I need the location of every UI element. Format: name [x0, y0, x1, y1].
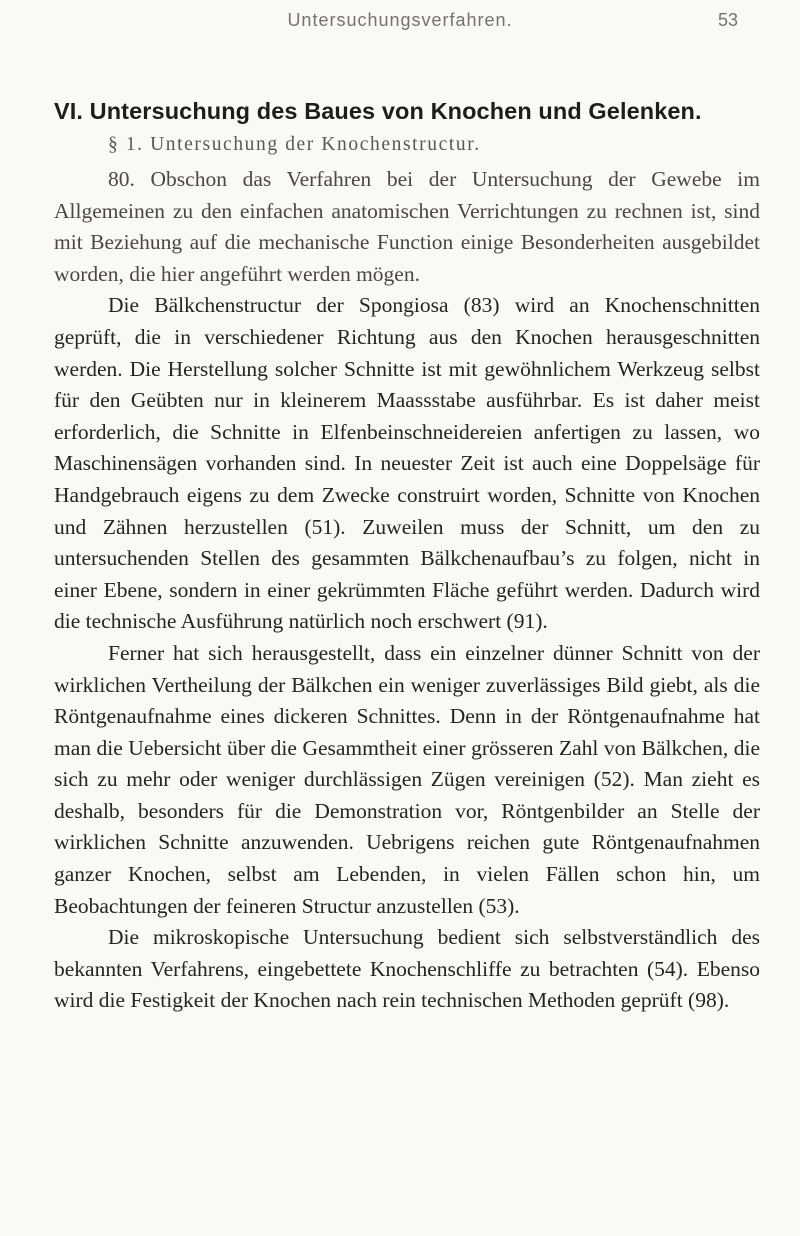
page-number: 53 [717, 10, 738, 30]
paragraph-microscopy: Die mikroskopische Untersuchung bedient sich selbstverständlich des bekannten Verfahrens, eingebettete Knochenschliffe zu betrachten (54). Ebenso wird die Festigkeit der Knochen nach rein technischen Methoden geprüft (98). [54, 925, 760, 1013]
paragraph-80: 80. Obschon das Verfahren bei der Untersuchung der Gewebe im Allgemeinen zu den einfachen anatomischen Verrichtungen zu rechnen ist, sind mit Beziehung auf die mechanische Function einige Besonderheiten ausgebildet worden, die hier angeführt werden mögen. [54, 167, 760, 286]
running-header [0, 6, 800, 36]
chapter-heading: VI. Untersuchung des Baues von Knochen und Gelenken. [54, 98, 702, 124]
section-heading: § 1. Untersuchung der Knochenstructur. [108, 134, 481, 155]
body-text [54, 164, 760, 1017]
running-title: Untersuchungsverfahren. [287, 10, 513, 30]
paragraph-roentgen: Ferner hat sich herausgestellt, dass ein einzelner dünner Schnitt von der wirklichen Vertheilung der Bälkchen ein weniger zuverlässiges Bild giebt, als die Röntgenaufnahme eines dickeren Schnittes. Denn in der Röntgenaufnahme hat man die Uebersicht über die Gesammtheit einer grösseren Zahl von Bälkchen, die sich zu mehr oder weniger durchlässigen Zügen vereinigen (52). Man zieht es deshalb, besonders für die Demonstration vor, Röntgenbilder an Stelle der wirklichen Schnitte anzuwenden. Uebrigens reichen gute Röntgenaufnahmen ganzer Knochen, selbst am Lebenden, in vielen Fällen schon hin, um Beobachtungen der feineren Structur anzustellen (53). [54, 640, 760, 918]
paragraph-spongiosa: Die Bälkchenstructur der Spongiosa (83) wird an Knochenschnitten geprüft, die in verschiedener Richtung aus den Knochen herausgeschnitten werden. Die Herstellung solcher Schnitte ist mit gewöhnlichem Werkzeug selbst für den Geübten nur in kleinerem Maassstabe ausführbar. Es ist daher meist erforderlich, die Schnitte in Elfenbeinschneidereien anfertigen zu lassen, wo Maschinensägen vorhanden sind. In neuester Zeit ist auch eine Doppelsäge für Handgebrauch eigens zu dem Zwecke construirt worden, Schnitte von Knochen und Zähnen herzustellen (51). Zuweilen muss der Schnitt, um den zu untersuchenden Stellen des gesammten Bälkchenaufbau’s zu folgen, nicht in einer Ebene, sondern in einer gekrümmten Fläche geführt werden. Dadurch wird die technische Ausführung natürlich noch erschwert (91). [54, 293, 760, 634]
